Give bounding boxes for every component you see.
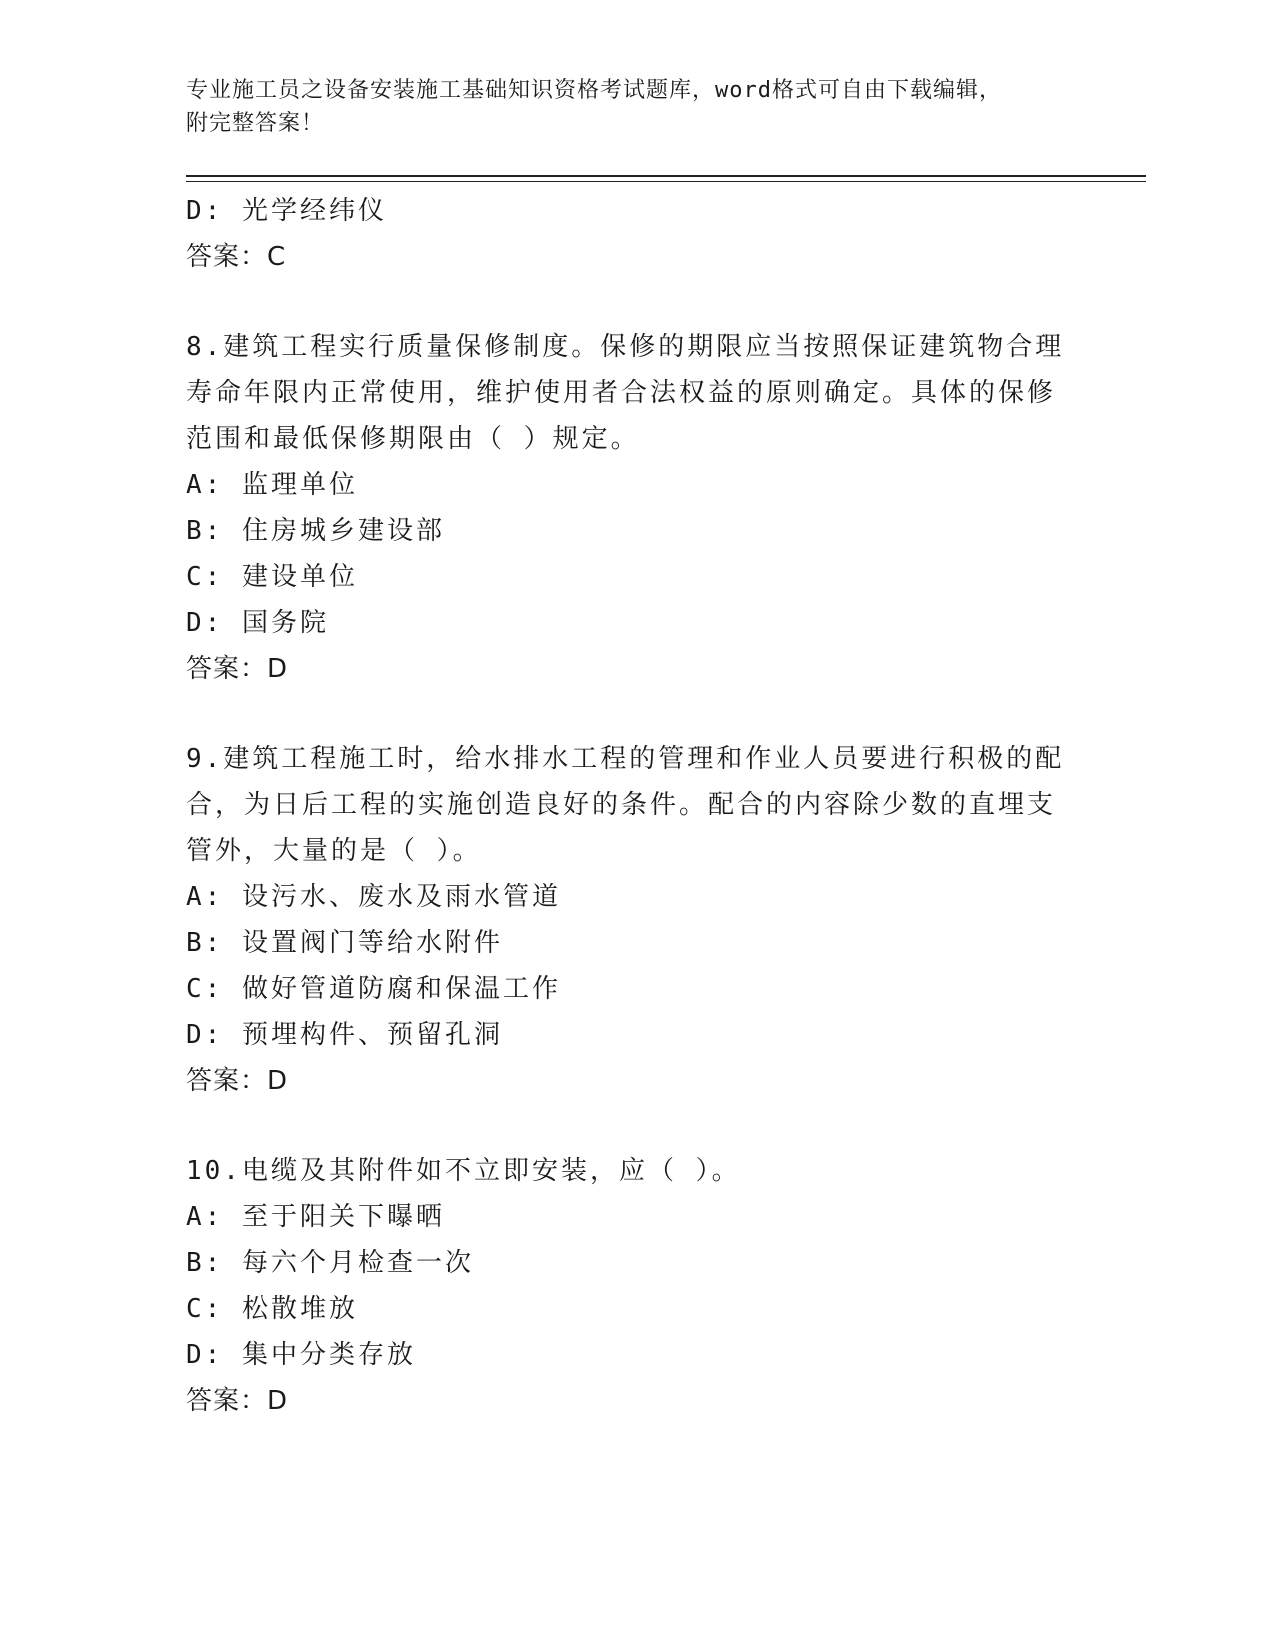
header-line-1: 专业施工员之设备安装施工基础知识资格考试题库，word格式可自由下载编辑， [186, 78, 1002, 103]
spacer [186, 1104, 1066, 1148]
question-stem-line: 合，为日后工程的实施创造良好的条件。配合的内容除少数的直埋支 [186, 790, 1057, 820]
option-a: A: 至于阳关下曝晒 [186, 1202, 445, 1232]
page-header [186, 74, 1066, 140]
question-10 [186, 1148, 1066, 1424]
question-stem-line: 9.建筑工程施工时，给水排水工程的管理和作业人员要进行积极的配 [186, 744, 1065, 774]
question-stem-line: 8.建筑工程实行质量保修制度。保修的期限应当按照保证建筑物合理 [186, 332, 1065, 362]
option-b: B: 设置阀门等给水附件 [186, 928, 503, 958]
spacer [186, 280, 1066, 324]
question-stem-line: 范围和最低保修期限由（ ）规定。 [186, 424, 640, 454]
question-9 [186, 736, 1066, 1104]
option-b: B: 每六个月检查一次 [186, 1248, 474, 1278]
option-b: B: 住房城乡建设部 [186, 516, 445, 546]
previous-option-d: D: 光学经纬仪 [186, 196, 387, 226]
question-list [186, 188, 1066, 1424]
answer: 答案：D [186, 1066, 289, 1096]
question-8 [186, 324, 1066, 692]
option-d: D: 集中分类存放 [186, 1340, 416, 1370]
option-d: D: 预埋构件、预留孔洞 [186, 1020, 503, 1050]
spacer [186, 692, 1066, 736]
answer: 答案：D [186, 654, 289, 684]
previous-answer: 答案：C [186, 242, 287, 272]
header-rule-thin [186, 181, 1146, 182]
question-stem-line: 10.电缆及其附件如不立即安装，应（ ）。 [186, 1156, 741, 1186]
option-d: D: 国务院 [186, 608, 329, 638]
option-c: C: 建设单位 [186, 562, 358, 592]
question-stem-line: 寿命年限内正常使用，维护使用者合法权益的原则确定。具体的保修 [186, 378, 1057, 408]
option-c: C: 松散堆放 [186, 1294, 358, 1324]
question-stem-line: 管外，大量的是（ ）。 [186, 836, 482, 866]
option-c: C: 做好管道防腐和保温工作 [186, 974, 561, 1004]
header-line-2: 附完整答案！ [186, 111, 325, 136]
header-rule-thick [186, 175, 1146, 177]
option-a: A: 设污水、废水及雨水管道 [186, 882, 561, 912]
option-a: A: 监理单位 [186, 470, 358, 500]
answer: 答案：D [186, 1386, 289, 1416]
